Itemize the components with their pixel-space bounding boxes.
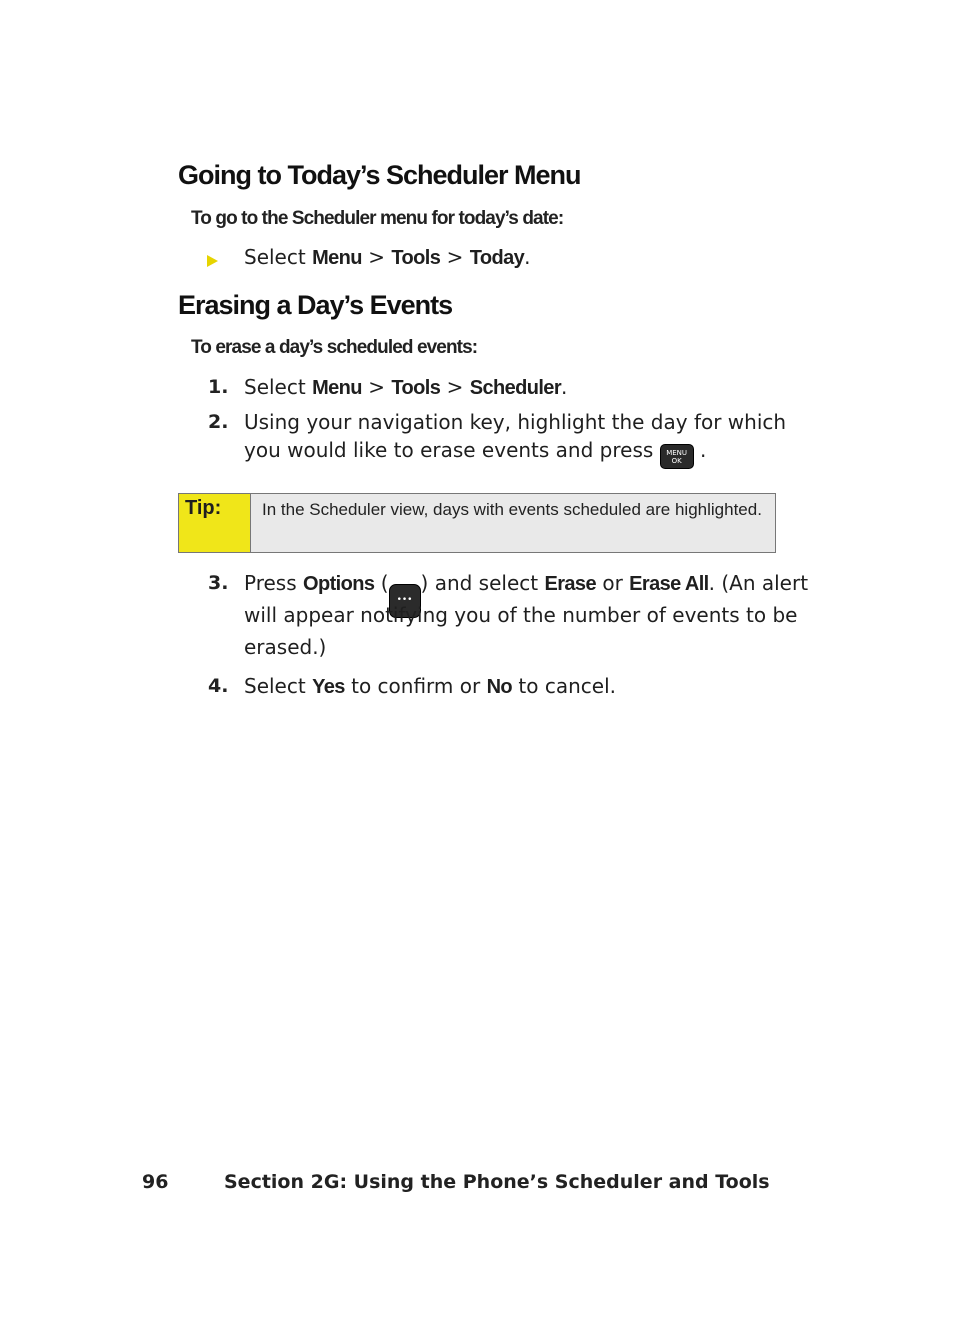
footer-page-number: 96	[142, 1171, 169, 1193]
step-number: 4.	[208, 675, 229, 697]
step-1: Select Menu > Tools > Scheduler.	[244, 375, 568, 399]
step-2-line-1: Using your navigation key, highlight the day for which	[244, 410, 787, 434]
step-4: Select Yes to confirm or No to cancel.	[244, 674, 616, 698]
step-2-line-2: you would like to erase events and press MENU OK .	[244, 436, 706, 469]
step-number: 2.	[208, 411, 229, 433]
tip-box	[178, 493, 776, 553]
section-title-today: Going to Today’s Scheduler Menu	[178, 160, 581, 190]
tip-text: In the Scheduler view, days with events scheduled are highlighted.	[262, 500, 762, 519]
menu-ok-key-icon: MENU OK	[660, 444, 694, 469]
step-3-line-3: erased.)	[244, 635, 327, 659]
triangle-bullet-icon	[207, 255, 218, 267]
step-3-line-2: will appear notifying you of the number of events to be	[244, 603, 798, 627]
step-number: 3.	[208, 572, 229, 594]
subhead-erasing: To erase a day’s scheduled events:	[191, 337, 478, 358]
step-3-line-1: Press Options (•••) and select Erase or Erase All. (An alert	[244, 569, 808, 618]
footer-section-title: Section 2G: Using the Phone’s Scheduler and Tools	[224, 1171, 770, 1193]
options-key-icon: •••	[389, 584, 421, 618]
section-title-erasing: Erasing a Day’s Events	[178, 290, 453, 320]
subhead-today: To go to the Scheduler menu for today’s date:	[191, 208, 564, 229]
bullet-select-today: Select Menu > Tools > Today.	[244, 245, 531, 269]
step-number: 1.	[208, 376, 229, 398]
tip-label: Tip:	[179, 494, 251, 552]
